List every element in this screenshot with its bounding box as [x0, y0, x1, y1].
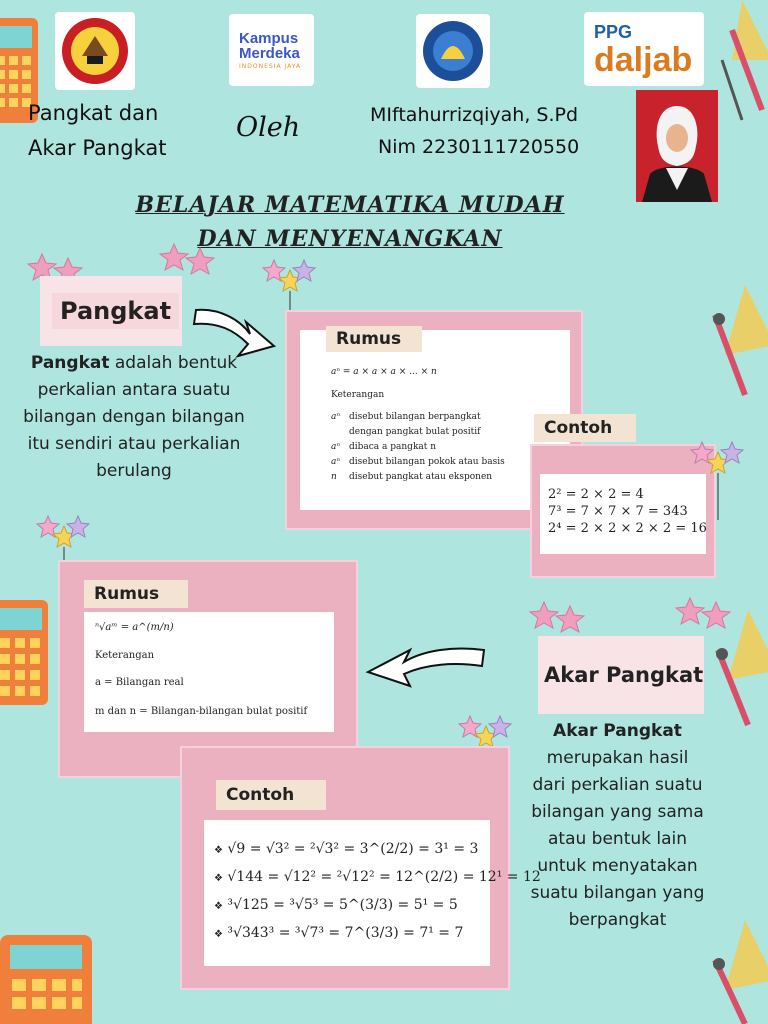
- pangkat-rumus-label: Rumus: [326, 326, 422, 352]
- oleh-label: Oleh: [236, 112, 301, 143]
- akar-rumus-label: Rumus: [84, 580, 188, 608]
- example-line: ❖ √144 = √12² = ²√12² = 12^(2/2) = 12¹ = 12: [214, 869, 541, 885]
- example-line: 2⁴ = 2 × 2 × 2 × 2 = 16: [548, 521, 707, 536]
- author-name: MIftahurrizqiyah, S.Pd: [370, 104, 579, 126]
- indonesia-jaya-text: INDONESIA JAYA: [239, 62, 302, 70]
- ppg-daljab-logo: [584, 12, 704, 86]
- akar-description: [530, 718, 705, 934]
- author-nim: Nim 2230111720550: [378, 136, 580, 158]
- akar-heading-text: Akar Pangkat: [544, 663, 704, 687]
- pangkat-keterangan-list: [331, 410, 531, 485]
- compass-icon: [705, 285, 768, 405]
- keterangan-item: aⁿ disebut bilangan berpangkat: [331, 412, 481, 422]
- keterangan-item: n disebut pangkat atau eksponen: [331, 472, 493, 482]
- university-logo: [55, 12, 135, 90]
- pangkat-heading: [40, 276, 182, 346]
- pangkat-keterangan: Keterangan: [331, 390, 385, 400]
- keterangan-item: aⁿ disebut bilangan pokok atau basis: [331, 457, 505, 467]
- akar-formula: ⁿ√aᵐ = a^(m/n): [95, 622, 174, 633]
- tut-wuri-logo: [416, 14, 490, 88]
- keterangan-item: aⁿ dibaca a pangkat n: [331, 442, 437, 452]
- example-line: ❖ ³√343³ = ³√7³ = 7^(3/3) = 7¹ = 7: [214, 925, 464, 941]
- pangkat-formula: aⁿ = a × a × a × ... × n: [331, 367, 437, 377]
- calculator-icon: [0, 600, 50, 710]
- akar-examples: [214, 836, 541, 948]
- banner-line-1: BELAJAR MATEMATIKA MUDAH: [135, 192, 565, 218]
- teacher-photo: [636, 90, 718, 202]
- example-line: ❖ ³√125 = ³√5³ = 5^(3/3) = 5¹ = 5: [214, 897, 458, 913]
- akar-desc-bold: Akar Pangkat: [553, 721, 682, 741]
- university-seal-icon: [60, 16, 130, 86]
- example-line: 2² = 2 × 2 = 4: [548, 487, 644, 502]
- akar-item-2: m dan n = Bilangan-bilangan bulat positif: [95, 706, 308, 717]
- tut-wuri-icon: [421, 19, 485, 83]
- keterangan-item: dengan pangkat bulat positif: [349, 427, 481, 437]
- akar-heading: [538, 636, 704, 714]
- kampus-text: Kampus: [239, 29, 299, 47]
- compass-icon: [712, 0, 768, 130]
- pangkat-examples: [548, 486, 707, 537]
- title-line-1: Pangkat dan: [28, 101, 159, 125]
- kampus-merdeka-logo: [229, 14, 314, 86]
- calculator-icon: [0, 935, 95, 1024]
- example-line: 7³ = 7 × 7 × 7 = 343: [548, 504, 688, 519]
- pangkat-desc-bold: Pangkat: [30, 353, 110, 373]
- ppg-text: PPG: [594, 21, 633, 42]
- title-line-2: Akar Pangkat: [28, 136, 167, 160]
- merdeka-text: Merdeka: [239, 44, 300, 62]
- banner-line-2: DAN MENYENANGKAN: [197, 226, 503, 252]
- akar-keterangan: Keterangan: [95, 650, 155, 661]
- akar-contoh-label: Contoh: [216, 780, 326, 810]
- akar-item-1: a = Bilangan real: [95, 677, 184, 688]
- pangkat-desc-rest: adalah bentuk perkalian antara suatu bilangan dengan bilangan itu sendiri atau perkalian berulang: [23, 353, 245, 481]
- akar-desc-rest: merupakan hasil dari perkalian suatu bilangan yang sama atau bentuk lain untuk menyatakan suatu bilangan yang berpangkat: [530, 748, 705, 930]
- daljab-text: daljab: [594, 40, 693, 79]
- pangkat-description: [14, 350, 254, 485]
- pangkat-contoh-label: Contoh: [534, 414, 636, 442]
- star-balloon-icon: [676, 594, 732, 638]
- curved-arrow-icon: [364, 628, 490, 688]
- example-line: ❖ √9 = √3² = ²√3² = 3^(2/2) = 3¹ = 3: [214, 841, 479, 857]
- compass-icon: [705, 920, 768, 1024]
- pangkat-heading-text: Pangkat: [52, 293, 179, 329]
- star-balloon-icon: [690, 438, 746, 522]
